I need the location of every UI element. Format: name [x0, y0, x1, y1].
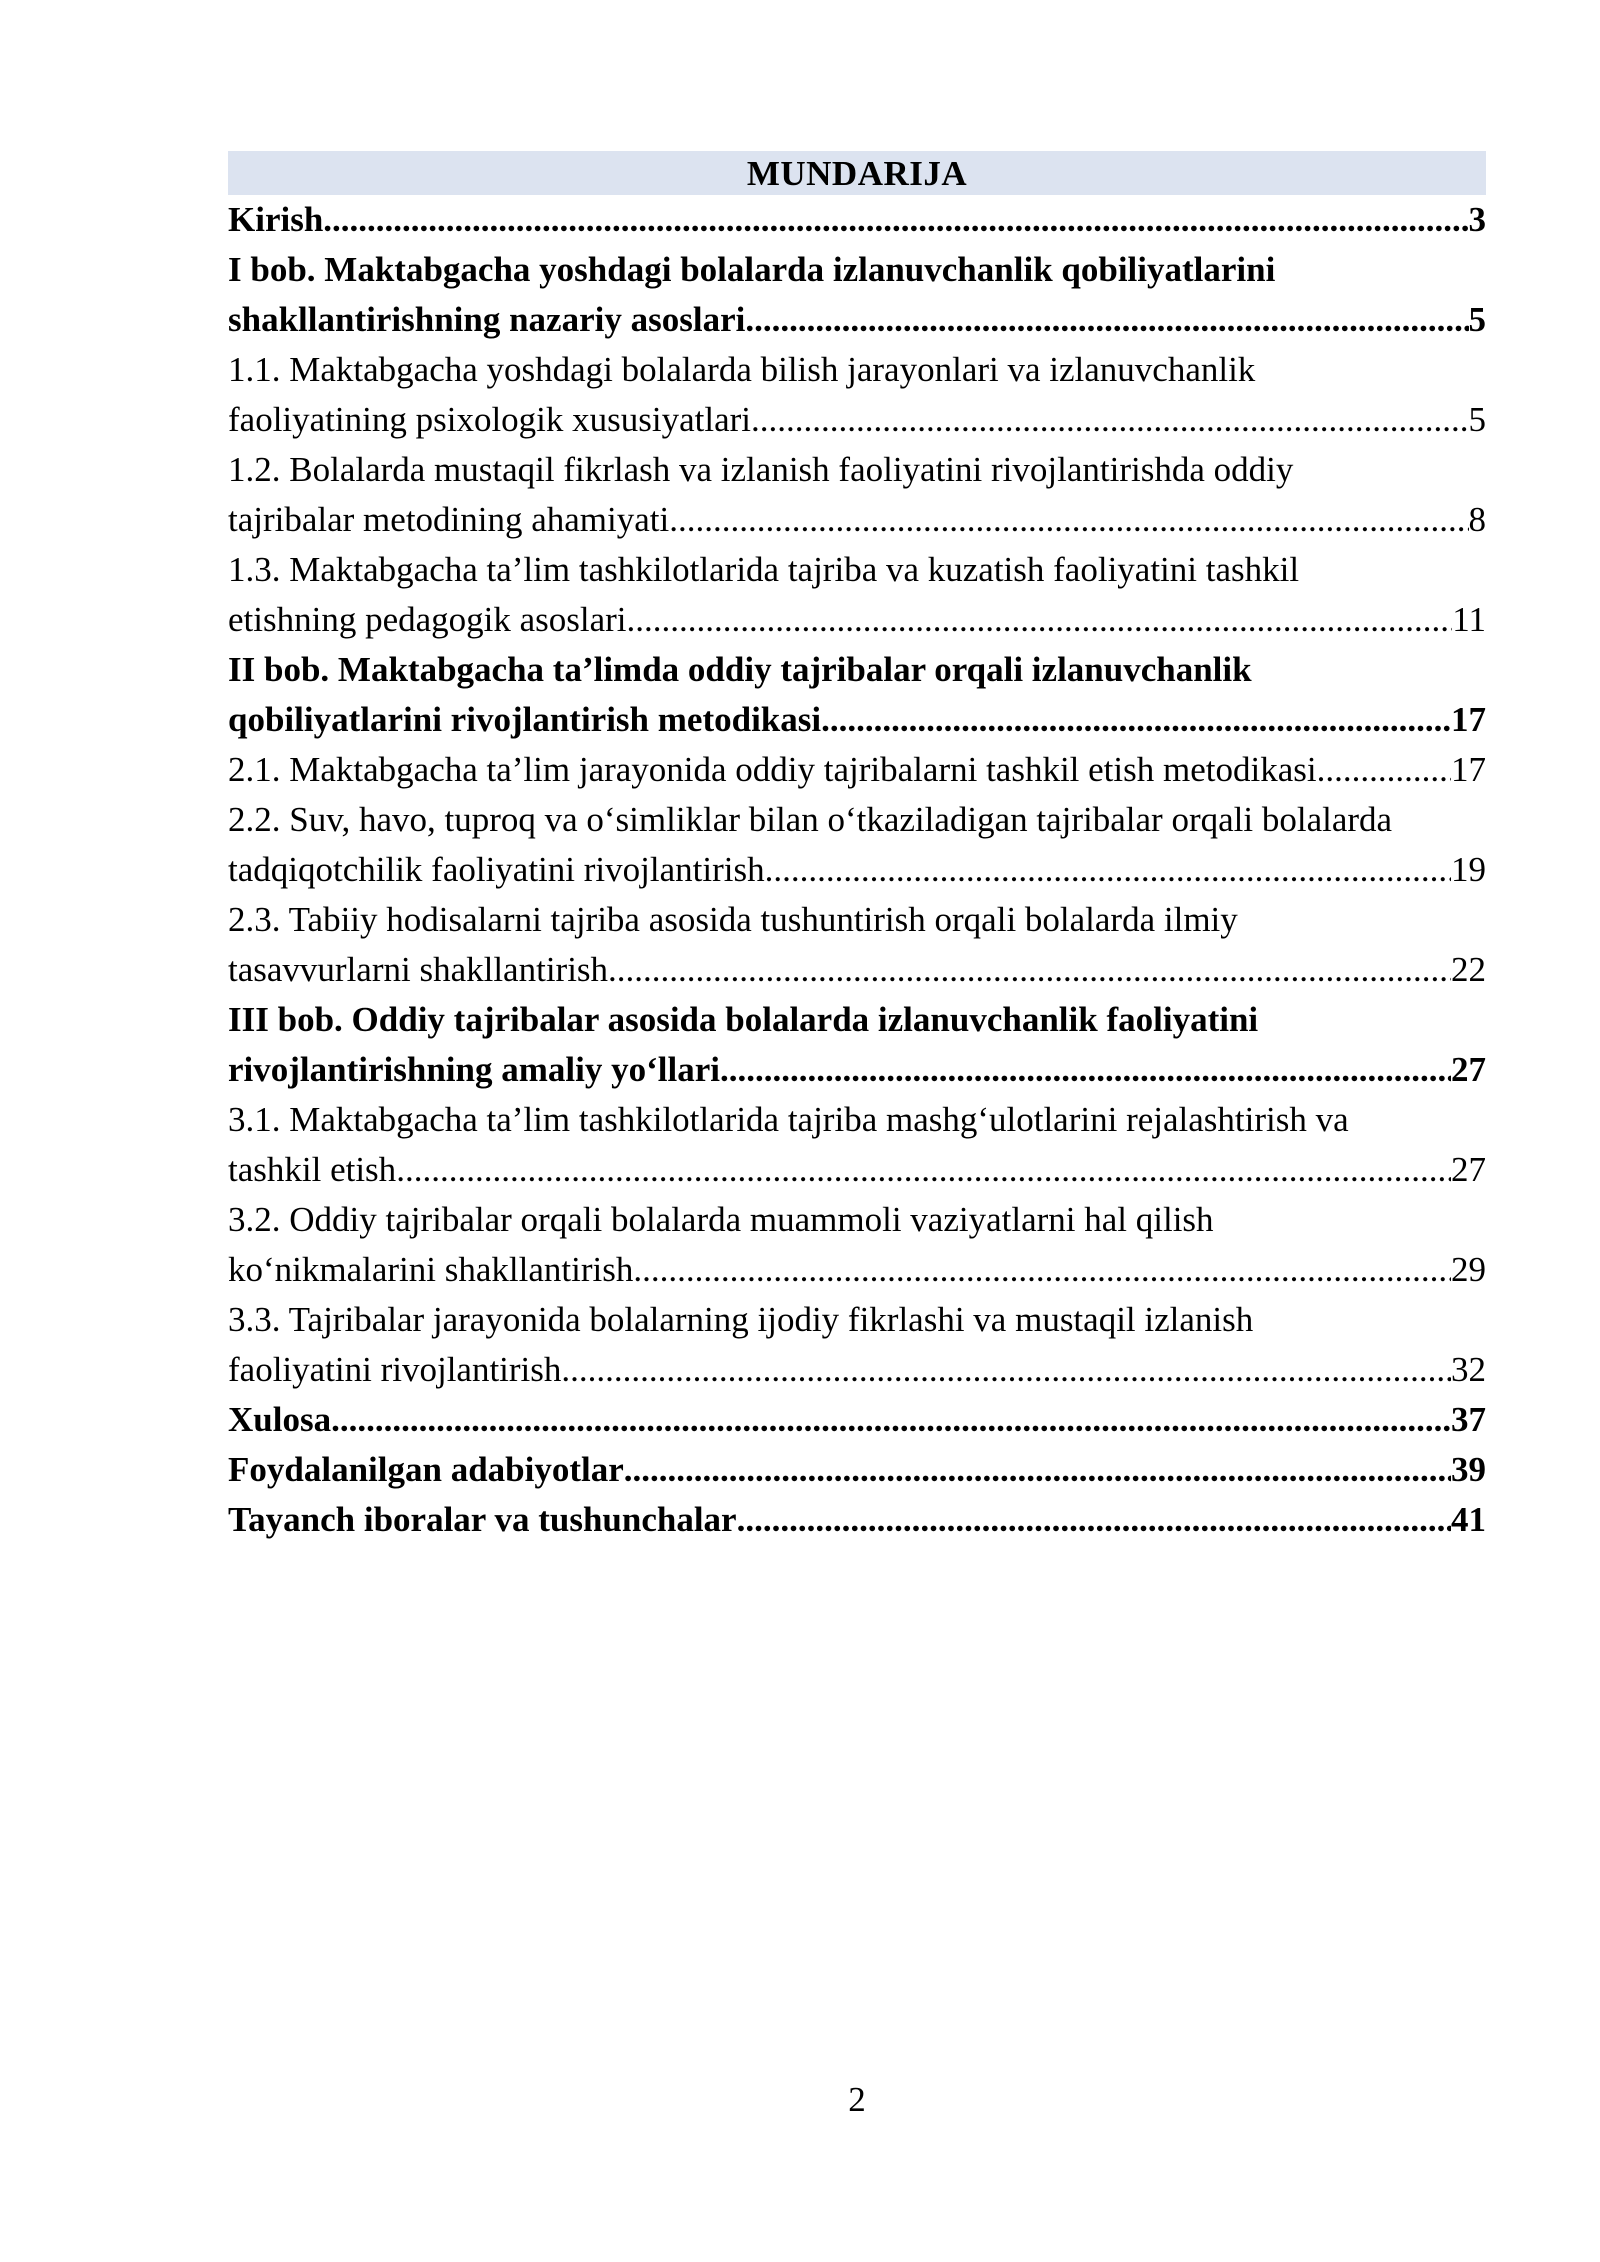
toc-entry-leader-line	[228, 195, 1486, 245]
toc-page-number: 37	[1451, 1400, 1486, 1439]
toc-entry-title-line: II bob. Maktabgacha ta’limda oddiy tajribalar orqali izlanuvchanlik	[228, 650, 1252, 689]
toc-dot-leader	[745, 295, 1468, 345]
toc-entry-leader-line	[228, 745, 1486, 795]
toc-entry[interactable]	[228, 1445, 1486, 1495]
toc-page-number: 11	[1452, 600, 1486, 639]
toc-entry-leader-line	[228, 1495, 1486, 1545]
toc-entry-title: Tayanch iboralar va tushunchalar	[228, 1500, 737, 1539]
toc-entry-leader-line	[228, 1345, 1486, 1395]
toc-entry-title-line: I bob. Maktabgacha yoshdagi bolalarda izlanuvchanlik qobiliyatlarini	[228, 250, 1276, 289]
toc-entry[interactable]	[228, 345, 1486, 445]
toc-dot-leader	[561, 1345, 1451, 1395]
toc-entry-title: ko‘nikmalarini shakllantirish	[228, 1250, 634, 1289]
toc-entry-title-line: 3.2. Oddiy tajribalar orqali bolalarda muammoli vaziyatlarni hal qilish	[228, 1200, 1214, 1239]
toc-entry[interactable]	[228, 645, 1486, 745]
toc-entry-leader-line	[228, 595, 1486, 645]
toc-entry-title: tadqiqotchilik faoliyatini rivojlantirish	[228, 850, 765, 889]
toc-page-number: 17	[1451, 700, 1486, 739]
toc-entry[interactable]	[228, 895, 1486, 995]
toc-dot-leader	[751, 395, 1468, 445]
toc-entry-leader-line	[228, 1245, 1486, 1295]
toc-entry[interactable]	[228, 245, 1486, 345]
toc-entry-title: tajribalar metodining ahamiyati	[228, 500, 670, 539]
toc-dot-leader	[627, 595, 1453, 645]
toc-entry[interactable]	[228, 1195, 1486, 1295]
toc-entry-title: faoliyatini rivojlantirish	[228, 1350, 562, 1389]
toc-entry-title-line: 1.3. Maktabgacha ta’lim tashkilotlarida tajriba va kuzatish faoliyatini tashkil	[228, 550, 1300, 589]
toc-entry[interactable]	[228, 1495, 1486, 1545]
toc-entry-leader-line	[228, 1445, 1486, 1495]
toc-entry-title: tashkil etish	[228, 1150, 397, 1189]
toc-dot-leader	[633, 1245, 1451, 1295]
toc-entry-leader-line	[228, 1045, 1486, 1095]
toc-page-number: 5	[1468, 400, 1486, 439]
toc-entry-title-line: 3.1. Maktabgacha ta’lim tashkilotlarida tajriba mashg‘ulotlarini rejalashtirish va	[228, 1100, 1349, 1139]
toc-entry-title: shakllantirishning nazariy asoslari	[228, 300, 746, 339]
toc-page-number: 29	[1451, 1250, 1486, 1289]
toc-entry[interactable]	[228, 1095, 1486, 1195]
toc-dot-leader	[720, 1045, 1451, 1095]
toc-entry-title: Xulosa	[228, 1400, 332, 1439]
toc-page-number: 19	[1451, 850, 1486, 889]
toc-entry-title: rivojlantirishning amaliy yo‘llari	[228, 1050, 720, 1089]
toc-entry-leader-line	[228, 295, 1486, 345]
toc-entry-title-line: III bob. Oddiy tajribalar asosida bolalarda izlanuvchanlik faoliyatini	[228, 1000, 1259, 1039]
toc-page-number: 8	[1468, 500, 1486, 539]
toc-page-number: 27	[1451, 1050, 1486, 1089]
toc-entry[interactable]	[228, 995, 1486, 1095]
toc-dot-leader	[624, 1445, 1451, 1495]
toc-dot-leader	[821, 695, 1451, 745]
toc-entry-leader-line	[228, 945, 1486, 995]
toc-dot-leader	[331, 1395, 1451, 1445]
toc-entry-title: faoliyatining psixologik xususiyatlari	[228, 400, 752, 439]
toc-entry[interactable]	[228, 795, 1486, 895]
toc-page-number: 5	[1468, 300, 1486, 339]
toc-entry-title-line: 2.2. Suv, havo, tuproq va o‘simliklar bilan o‘tkaziladigan tajribalar orqali bolalarda	[228, 800, 1393, 839]
toc-entry[interactable]	[228, 1395, 1486, 1445]
toc-entry-leader-line	[228, 1145, 1486, 1195]
toc-entry-title: etishning pedagogik asoslari	[228, 600, 627, 639]
toc-page-number: 17	[1451, 750, 1486, 789]
toc-entry[interactable]	[228, 1295, 1486, 1395]
toc-dot-leader	[608, 945, 1451, 995]
toc-entry-title: Kirish	[228, 200, 324, 239]
toc-dot-leader	[323, 195, 1468, 245]
toc-title: MUNDARIJA	[228, 151, 1486, 195]
toc-page-number: 27	[1451, 1150, 1486, 1189]
toc-entry-title-line: 1.2. Bolalarda mustaqil fikrlash va izlanish faoliyatini rivojlantirishda oddiy	[228, 450, 1294, 489]
toc-dot-leader	[1317, 745, 1451, 795]
toc-dot-leader	[737, 1495, 1451, 1545]
toc-dot-leader	[765, 845, 1451, 895]
toc-entry-leader-line	[228, 395, 1486, 445]
toc-entry-leader-line	[228, 495, 1486, 545]
toc-entry-title: Foydalanilgan adabiyotlar	[228, 1450, 624, 1489]
toc-page-number: 22	[1451, 950, 1486, 989]
toc-dot-leader	[396, 1145, 1451, 1195]
toc-entry-title-line: 3.3. Tajribalar jarayonida bolalarning ijodiy fikrlashi va mustaqil izlanish	[228, 1300, 1254, 1339]
toc-dot-leader	[669, 495, 1468, 545]
toc-entry-title-line: 2.3. Tabiiy hodisalarni tajriba asosida tushuntirish orqali bolalarda ilmiy	[228, 900, 1238, 939]
toc-entry[interactable]	[228, 545, 1486, 645]
toc-page-number: 41	[1451, 1500, 1486, 1539]
toc-entry-leader-line	[228, 1395, 1486, 1445]
toc-entry-leader-line	[228, 845, 1486, 895]
toc-page-number: 3	[1468, 200, 1486, 239]
toc-entry-title: tasavvurlarni shakllantirish	[228, 950, 609, 989]
toc-entries	[228, 195, 1486, 1545]
toc-page-number: 39	[1451, 1450, 1486, 1489]
toc-page-number: 32	[1451, 1350, 1486, 1389]
toc-entry-title: qobiliyatlarini rivojlantirish metodikasi	[228, 700, 822, 739]
toc-entry-leader-line	[228, 695, 1486, 745]
page-number: 2	[848, 2080, 866, 2119]
toc-entry-title-line: 1.1. Maktabgacha yoshdagi bolalarda bilish jarayonlari va izlanuvchanlik	[228, 350, 1256, 389]
toc-entry-title: 2.1. Maktabgacha ta’lim jarayonida oddiy tajribalarni tashkil etish metodikasi	[228, 750, 1317, 789]
toc-entry[interactable]	[228, 745, 1486, 795]
toc-entry[interactable]	[228, 195, 1486, 245]
toc-entry[interactable]	[228, 445, 1486, 545]
table-of-contents	[228, 151, 1486, 1545]
